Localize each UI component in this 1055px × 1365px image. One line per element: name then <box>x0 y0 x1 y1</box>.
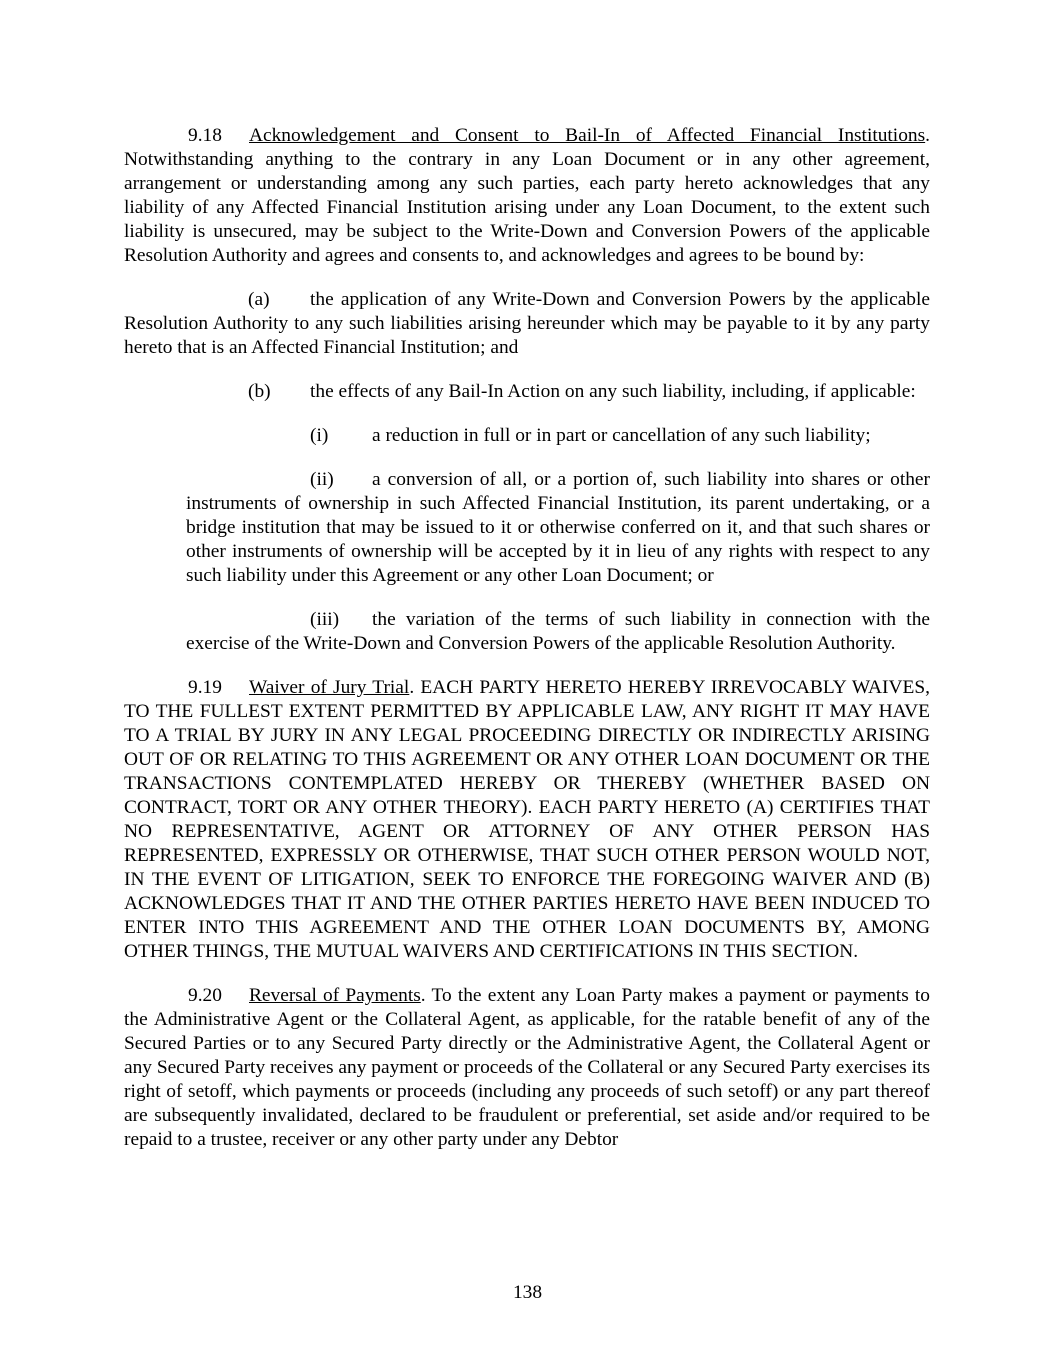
document-page <box>124 124 930 1152</box>
section-text: . To the extent any Loan Party makes a payment or payments to the Administrative Agent or the Collateral Agent, as applicable, for the ratable benefit of any of the Secured Parties or to any Secured Party directly or the Administrative Agent, the Collateral Agent or any Secured Party receives any payment or proceeds of the Collateral or any Secured Party exercises its right of setoff, which payments or proceeds (including any proceeds of such setoff) or any part thereof are subsequently invalidated, declared to be fraudulent or preferential, set aside and/or required to be repaid to a trustee, receiver or any other party under any Debtor <box>124 985 931 1150</box>
clause-a <box>124 288 930 360</box>
page-number: 138 <box>512 1282 543 1303</box>
section-heading: Waiver of Jury Trial <box>249 677 410 698</box>
section-9-20 <box>124 984 930 1152</box>
subclause-i <box>124 424 930 448</box>
subclause-text: a conversion of all, or a portion of, such liability into shares or other instruments of ownership in such Affected Financial Institution, its parent undertaking, or a bridge institution that may be issued to it or otherwise conferred on it, and that such shares or other instruments of ownership will be accepted by it in lieu of any rights with respect to any such liability under this Agreement or any other Loan Document; or <box>186 469 930 586</box>
subclause-text: a reduction in full or in part or cancellation of any such liability; <box>372 425 871 446</box>
section-heading: Reversal of Payments <box>249 985 421 1006</box>
section-heading: Acknowledgement and Consent to Bail-In of Affected Financial Institutions <box>249 125 926 146</box>
clause-text: the effects of any Bail-In Action on any such liability, including, if applicable: <box>310 381 916 402</box>
section-number: 9.20 <box>188 985 222 1006</box>
clause-text: the application of any Write-Down and Conversion Powers by the applicable Resolution Authority to any such liabilities arising hereunder which may be payable to it by any party hereto that is an Affected Financial Institution; and <box>124 289 930 358</box>
section-number: 9.19 <box>188 677 222 698</box>
subclause-iii <box>186 608 930 656</box>
subclause-label: (i) <box>310 425 329 446</box>
section-text: . EACH PARTY HERETO HEREBY IRREVOCABLY WAIVES, TO THE FULLEST EXTENT PERMITTED BY APPLICABLE LAW, ANY RIGHT IT MAY HAVE TO A TRIAL BY JURY IN ANY LEGAL PROCEEDING DIRECTLY OR INDIRECTLY ARISING OUT OF OR RELATING TO THIS AGREEMENT OR ANY OTHER LOAN DOCUMENT OR THE TRANSACTIONS CONTEMPLATED HEREBY OR THEREBY (WHETHER BASED ON CONTRACT, TORT OR ANY OTHER THEORY). EACH PARTY HERETO (A) CERTIFIES THAT NO REPRESENTATIVE, AGENT OR ATTORNEY OF ANY OTHER PERSON HAS REPRESENTED, EXPRESSLY OR OTHERWISE, THAT SUCH OTHER PERSON WOULD NOT, IN THE EVENT OF LITIGATION, SEEK TO ENFORCE THE FOREGOING WAIVER AND (B) ACKNOWLEDGES THAT IT AND THE OTHER PARTIES HERETO HAVE BEEN INDUCED TO ENTER INTO THIS AGREEMENT AND THE OTHER LOAN DOCUMENTS BY, AMONG OTHER THINGS, THE MUTUAL WAIVERS AND CERTIFICATIONS IN THIS SECTION. <box>124 677 930 962</box>
subclause-text: the variation of the terms of such liability in connection with the exercise of the Write-Down and Conversion Powers of the applicable Resolution Authority. <box>186 609 930 654</box>
clause-b <box>124 380 930 404</box>
clause-label: (b) <box>248 381 271 402</box>
section-text: . Notwithstanding anything to the contrary in any Loan Document or in any other agreement, arrangement or understanding among any such parties, each party hereto acknowledges that any liability of any Affected Financial Institution arising under any Loan Document, to the extent such liability is unsecured, may be subject to the Write-Down and Conversion Powers of the applicable Resolution Authority and agrees and consents to, and acknowledges and agrees to be bound by: <box>124 125 930 266</box>
subclause-ii <box>186 468 930 588</box>
section-9-18 <box>124 124 930 268</box>
clause-label: (a) <box>248 289 270 310</box>
subclause-label: (ii) <box>310 469 334 490</box>
section-9-19 <box>124 676 930 964</box>
subclause-label: (iii) <box>310 609 340 630</box>
section-number: 9.18 <box>188 125 222 146</box>
